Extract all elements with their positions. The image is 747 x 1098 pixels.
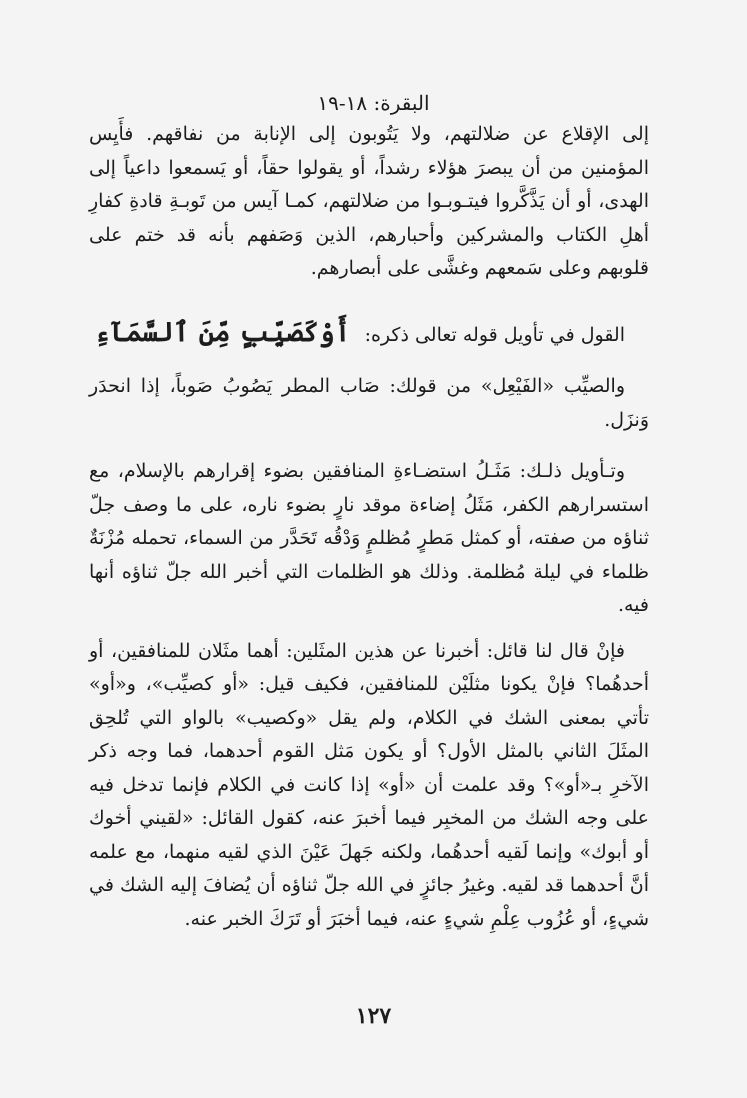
quran-verse-text: أَوْكَصَيِّبٍ مِّنَ ٱلسَّمَآءِ (94, 316, 351, 348)
main-text (89, 118, 649, 936)
paragraph-question: فإنْ قال لنا قائل: أخبرنا عن هذين المثَلين: أهما مثَلان للمنافقين، أو أحدهُما؟ فإنْ يكونا مثلَيْن للمنافقين، فكيف قيل: «أو كصيِّب»، و«أو» تأتي بمعنى الشك في الكلام، ولم يقل «وكصيب» بالواو التي تُلحِق المثَلَ الثاني بالمثل الأول؟ أو يكون مَثل القوم أحدهما، فما وجه ذكر الآخرِ بـ«أو»؟ وقد علمت أن «أو» إذا كانت في الكلام فإنما تدخل فيه على وجه الشك من المخبِر فيما أخبرَ عنه، كقول القائل: «لقيني أخوك أو أبوك» وإنما لَقيه أحدهُما، ولكنه جَهلَ عَيْنَ الذي لقيه منهما، مع علمه أنَّ أحدهما قد لقيه. وغيرُ جائزٍ في الله جلّ ثناؤه أن يُضافَ إليه الشك في شيءٍ، أو عُزُوب عِلْمِ شيءٍ عنه، فيما أخبَرَ أو تَرَكَ الخبر عنه. (89, 639, 649, 930)
running-header: البقرة: ١٨-١٩ (317, 91, 430, 115)
paragraph-interpretation: وتـأويل ذلـك: مَثَـلُ استضـاءةِ المنافقين بضوء إقرارهم بالإسلام، مع استسرارهم الكفر، مَثَلُ إضاءة موقد نارٍ بضوء ناره، على ما وصف جلّ ثناؤه من صفته، أو كمثل مَطرٍ مُظلمٍ وَدْقُه تَحَدَّر من السماء، تحمله مُزْنَةٌ ظلماء في ليلة مُظلمة. وذلك هو الظلمات التي أخبر الله جلّ ثناؤه أنها فيه. (89, 460, 649, 616)
verse-heading-prefix: القول في تأويل قوله تعالى ذكره: (364, 323, 625, 346)
paragraph-continuation: إلى الإقلاع عن ضلالتهم، ولا يَتُوبون إلى الإنابة من نفاقهم. فأَيِس المؤمنين من أن يبصرَ هؤلاء رشداً، أو يقولوا حقاً، أو يَسمعوا داعياً إلى الهدى، أو أن يَذَّكَّروا فيتـوبـوا من ضلالتهم، كمـا آيس من تَوبـةِ قادةِ كفارِ أهلِ الكتاب والمشركين وأحبارهم، الذين وَصَفهم بأنه قد ختم على قلوبهم وعلى سَمعهم وغشَّى على أبصارهم. (89, 123, 649, 279)
verse-heading (89, 316, 649, 353)
page-number: ١٢٧ (355, 1003, 392, 1029)
paragraph-definition: والصيِّب «الفَيْعِل» من قولك: صَاب المطر يَصُوبُ صَوباً، إذا انحدَر وَنزَل. (89, 375, 649, 431)
